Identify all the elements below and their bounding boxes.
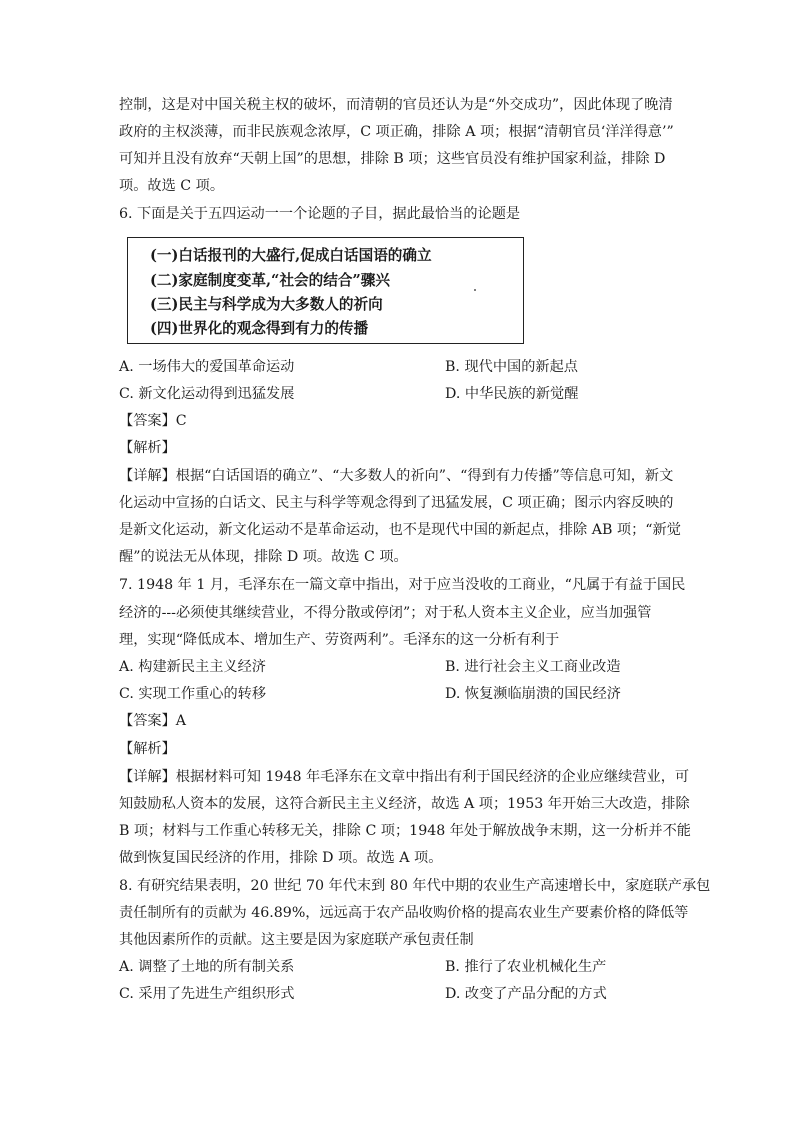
q5-explanation-line-1: 控制，这是对中国关税主权的破坏，而清朝的官员还认为是“外交成功”，因此体现了晚清 bbox=[119, 97, 673, 113]
q7-detail-line-4: 做到恢复国民经济的作用，排除 D 项。故选 A 项。 bbox=[119, 850, 443, 866]
q6-detail-line-1: 【详解】根据“白话国语的确立”、“大多数人的祈向”、“得到有力传播”等信息可知，新文 bbox=[119, 468, 674, 484]
q6-box-item-4: (四)世界化的观念得到有力的传播 bbox=[150, 320, 369, 337]
q6-option-a[interactable]: A. 一场伟大的爱国革命运动 bbox=[119, 359, 295, 375]
q7-detail-line-1: 【详解】根据材料可知 1948 年毛泽东在文章中指出有利于国民经济的企业应继续营业，可 bbox=[119, 769, 690, 785]
q8-stem-line-1: 8. 有研究结果表明，20 世纪 70 年代末到 80 年代中期的农业生产高速增长中，家庭联产承包 bbox=[119, 878, 711, 894]
q8-option-c[interactable]: C. 采用了先进生产组织形式 bbox=[119, 986, 295, 1002]
q8-option-d[interactable]: D. 改变了产品分配的方式 bbox=[445, 986, 607, 1002]
q7-option-b[interactable]: B. 进行社会主义工商业改造 bbox=[445, 659, 621, 675]
q7-option-d[interactable]: D. 恢复濒临崩溃的国民经济 bbox=[445, 686, 621, 702]
q6-detail-line-3: 是新文化运动，新文化运动不是革命运动，也不是现代中国的新起点，排除 AB 项；“新觉 bbox=[119, 522, 681, 538]
q6-box-item-3: (三)民主与科学成为大多数人的祈向 bbox=[150, 296, 383, 313]
q6-option-d[interactable]: D. 中华民族的新觉醒 bbox=[445, 386, 579, 402]
q5-explanation-line-3: 可知并且没有放弃“天朝上国”的思想，排除 B 项；这些官员没有维护国家利益，排除 D bbox=[119, 151, 666, 167]
q7-answer: 【答案】A bbox=[119, 713, 186, 729]
q8-stem-line-3: 其他因素所作的贡献。这主要是因为家庭联产承包责任制 bbox=[119, 932, 474, 948]
q6-analysis-label: 【解析】 bbox=[119, 440, 176, 456]
q7-option-a[interactable]: A. 构建新民主主义经济 bbox=[119, 659, 266, 675]
q8-stem-line-2: 责任制所有的贡献为 46.89%，远远高于农产品收购价格的提高农业生产要素价格的降低等 bbox=[119, 905, 689, 921]
q6-box-item-2: (二)家庭制度变革,“社会的结合”骤兴 bbox=[150, 272, 390, 289]
q5-explanation-line-4: 项。故选 C 项。 bbox=[119, 178, 225, 194]
q6-detail-line-2: 化运动中宣扬的白话文、民主与科学等观念得到了迅猛发展，C 项正确；图示内容反映的 bbox=[119, 495, 674, 511]
q6-material-box bbox=[127, 237, 524, 344]
q8-option-b[interactable]: B. 推行了农业机械化生产 bbox=[445, 959, 607, 975]
q7-detail-line-3: B 项；材料与工作重心转移无关，排除 C 项；1948 年处于解放战争末期，这一分析并不能 bbox=[119, 823, 691, 839]
q7-detail-line-2: 知鼓励私人资本的发展，这符合新民主主义经济，故选 A 项；1953 年开始三大改造，排除 bbox=[119, 796, 690, 812]
q7-stem-line-1: 7. 1948 年 1 月，毛泽东在一篇文章中指出，对于应当没收的工商业，“凡属于有益于国民 bbox=[119, 577, 686, 593]
q5-explanation-line-2: 政府的主权淡薄，而非民族观念浓厚，C 项正确，排除 A 项；根据“清朝官员‘洋洋得意’” bbox=[119, 124, 674, 140]
q7-stem-line-2: 经济的---必须使其继续营业，不得分散或停闭”；对于私人资本主义企业，应当加强管 bbox=[119, 605, 652, 621]
q6-detail-line-4: 醒”的说法无从体现，排除 D 项。故选 C 项。 bbox=[119, 549, 408, 565]
q6-box-item-1: (一)白话报刊的大盛行,促成白话国语的确立 bbox=[150, 247, 432, 264]
q6-stem: 6. 下面是关于五四运动一一个论题的子目，据此最恰当的论题是 bbox=[119, 206, 521, 222]
q6-option-c[interactable]: C. 新文化运动得到迅猛发展 bbox=[119, 386, 295, 402]
q7-option-c[interactable]: C. 实现工作重心的转移 bbox=[119, 686, 267, 702]
q7-stem-line-3: 理，实现“降低成本、增加生产、劳资两利”。毛泽东的这一分析有利于 bbox=[119, 632, 560, 648]
speck-mark bbox=[474, 289, 476, 291]
q8-option-a[interactable]: A. 调整了土地的所有制关系 bbox=[119, 959, 295, 975]
q6-option-b[interactable]: B. 现代中国的新起点 bbox=[445, 359, 578, 375]
q6-answer: 【答案】C bbox=[119, 413, 187, 429]
q7-analysis-label: 【解析】 bbox=[119, 741, 176, 757]
